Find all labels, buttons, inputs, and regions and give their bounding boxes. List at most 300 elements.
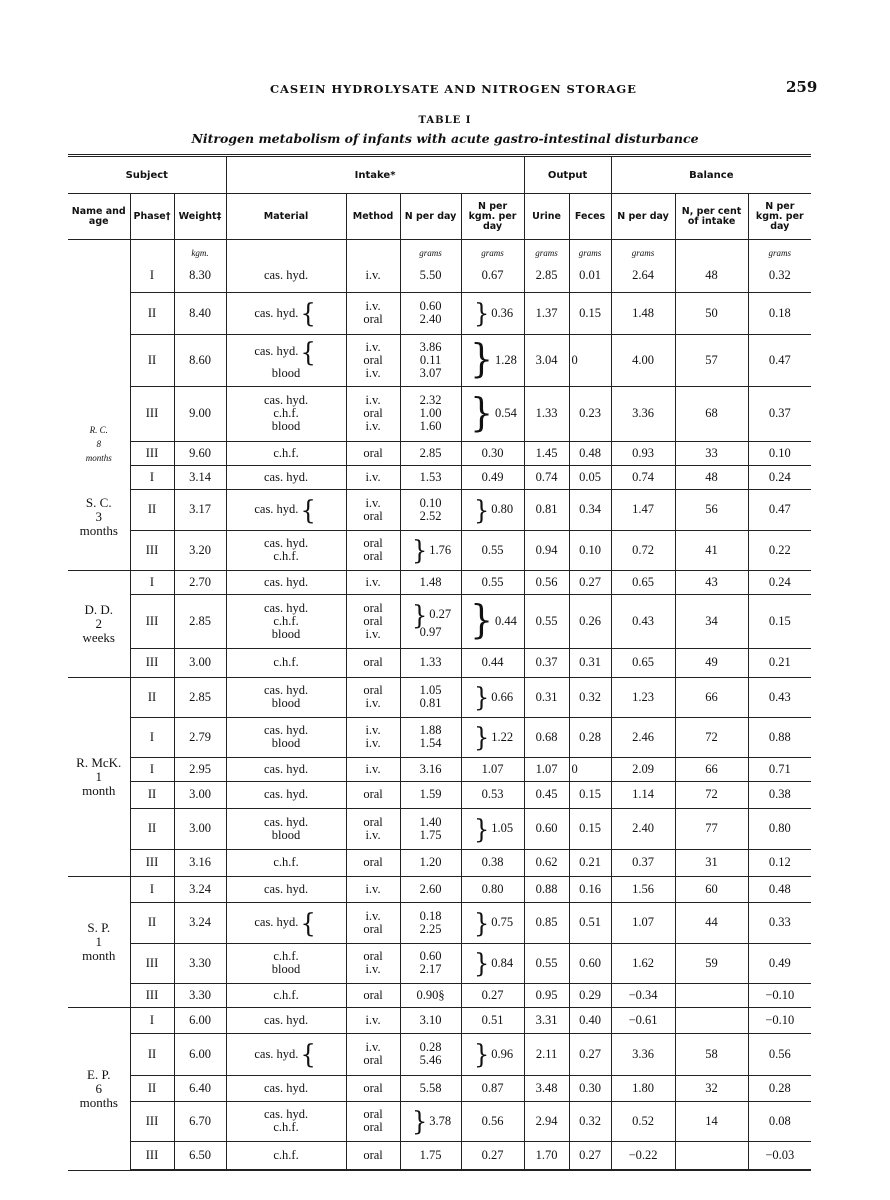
balance-n-per-kgm-cell: 0.37 — [748, 386, 811, 441]
urine-cell: 0.45 — [524, 781, 569, 808]
material — [254, 916, 298, 929]
n-per-day-wrap — [420, 1082, 442, 1095]
n-per-day-cell — [400, 489, 461, 530]
group-balance: Balance — [611, 156, 811, 194]
n-per-kgm-wrap — [472, 721, 514, 753]
subject-name: S. C. — [85, 495, 112, 511]
n-per-kgm-wrap — [468, 336, 517, 382]
n-per-day — [420, 816, 442, 842]
n-per-kgm-value: 0.84 — [491, 955, 514, 970]
n-per-day — [420, 684, 442, 710]
n-per-day — [420, 497, 442, 523]
balance-n-per-day-cell: −0.34 — [611, 983, 675, 1007]
material — [264, 269, 308, 282]
balance-n-per-kgm-cell: −0.03 — [748, 1141, 811, 1170]
material-line: cas. hyd. — [263, 787, 309, 801]
method-line: oral — [363, 312, 383, 326]
material-line: c.h.f. — [273, 987, 299, 1002]
n-percent-intake-cell: 77 — [675, 808, 748, 849]
col-feces: Feces — [569, 194, 611, 240]
material-cell — [226, 648, 346, 677]
n-per-kgm-cell — [461, 983, 524, 1007]
material — [254, 336, 317, 380]
method-cell — [346, 465, 400, 489]
material-line: c.h.f. — [273, 855, 299, 869]
material-wrap — [273, 1149, 298, 1162]
brace-icon: } — [473, 907, 490, 938]
balance-n-per-kgm-cell: −0.10 — [748, 1007, 811, 1033]
method-cell — [346, 334, 400, 386]
weight-cell: 2.79 — [174, 717, 226, 757]
urine-cell: 0.55 — [524, 594, 569, 648]
method — [363, 950, 382, 976]
n-per-kgm-wrap — [472, 494, 514, 525]
n-per-day — [420, 883, 442, 896]
material — [264, 1108, 308, 1134]
weight-cell: 2.70 — [174, 570, 226, 594]
n-per-day-line: 0.11 — [419, 352, 442, 367]
balance-n-per-day-cell: 2.40 — [611, 808, 675, 849]
feces-cell: 0.15 — [569, 292, 611, 334]
n-percent-intake-cell: 34 — [675, 594, 748, 648]
phase-cell: II — [130, 1075, 174, 1101]
material-wrap — [264, 537, 308, 563]
n-per-day-wrap — [420, 300, 442, 326]
material-line: cas. hyd. — [263, 723, 309, 737]
n-percent-intake-cell: 58 — [675, 1033, 748, 1075]
n-per-day-line: 1.60 — [419, 419, 442, 433]
n-per-day — [420, 1149, 442, 1162]
phase-cell: III — [130, 386, 174, 441]
weight-cell: 3.00 — [174, 648, 226, 677]
n-per-kgm-cell — [461, 570, 524, 594]
subject-unit: month — [82, 947, 116, 963]
method — [363, 537, 382, 563]
n-per-day — [420, 341, 442, 380]
material-line: c.h.f. — [273, 445, 299, 460]
material — [264, 1014, 308, 1027]
subject-unit: months — [79, 1094, 118, 1110]
balance-n-per-day-cell: 2.46 — [611, 717, 675, 757]
n-per-kgm-cell — [461, 757, 524, 781]
n-per-day-cell — [400, 530, 461, 570]
method-line: i.v. — [365, 365, 381, 380]
weight-cell: 9.60 — [174, 441, 226, 465]
n-per-kgm-value: 0.56 — [481, 1113, 504, 1128]
feces-cell: 0.34 — [569, 489, 611, 530]
weight-cell: 8.60 — [174, 334, 226, 386]
subject-num: 8 — [96, 439, 101, 449]
unit-bal-n-per-day: grams — [611, 240, 675, 261]
n-per-kgm-value: 0.54 — [495, 406, 517, 420]
n-percent-intake-cell: 32 — [675, 1075, 748, 1101]
brace-icon: } — [473, 813, 490, 844]
urine-cell: 1.33 — [524, 386, 569, 441]
balance-n-per-kgm-cell: 0.47 — [748, 334, 811, 386]
material-line: cas. hyd. — [254, 305, 299, 320]
urine-cell: 0.94 — [524, 530, 569, 570]
balance-n-per-kgm-cell: 0.12 — [748, 849, 811, 876]
weight-cell: 6.40 — [174, 1075, 226, 1101]
n-per-day — [420, 950, 442, 976]
subject-unit: months — [79, 523, 118, 539]
phase-cell: II — [130, 808, 174, 849]
material-cell — [226, 757, 346, 781]
method-cell — [346, 677, 400, 717]
material-line: cas. hyd. — [263, 536, 309, 550]
method — [365, 763, 380, 776]
subject-name: D. D. — [84, 601, 114, 617]
balance-n-per-day-cell: 2.09 — [611, 757, 675, 781]
n-per-kgm-value: 0.51 — [481, 1012, 504, 1027]
material-wrap — [264, 1108, 308, 1134]
n-per-kgm-wrap — [482, 1014, 504, 1027]
weight-cell: 3.20 — [174, 530, 226, 570]
n-percent-intake-cell: 41 — [675, 530, 748, 570]
n-percent-intake-cell — [675, 1141, 748, 1170]
brace-icon: } — [473, 681, 490, 713]
n-per-day-line: 0.90§ — [416, 987, 445, 1002]
method-cell — [346, 1101, 400, 1141]
method-line: oral — [363, 1147, 383, 1162]
table-row — [68, 648, 811, 677]
n-per-day-cell — [400, 757, 461, 781]
material-cell — [226, 902, 346, 943]
feces-cell: 0.21 — [569, 849, 611, 876]
method — [365, 724, 380, 750]
feces-cell: 0.29 — [569, 983, 611, 1007]
material-wrap — [273, 447, 298, 460]
n-per-day — [420, 856, 442, 869]
balance-n-per-kgm-cell: 0.48 — [748, 876, 811, 902]
n-per-day-wrap — [420, 788, 442, 801]
group-intake: Intake* — [226, 156, 524, 194]
subject-unit: weeks — [82, 629, 115, 645]
n-per-day-wrap — [420, 856, 442, 869]
material — [273, 856, 298, 869]
n-per-day-wrap — [420, 394, 442, 433]
n-per-kgm-wrap — [482, 1115, 504, 1128]
method — [363, 394, 382, 433]
col-n-pct-intake: N, per cent of intake — [675, 194, 748, 240]
n-per-day-wrap — [420, 816, 442, 842]
feces-cell: 0.23 — [569, 386, 611, 441]
n-per-kgm-cell — [461, 677, 524, 717]
n-per-day-wrap — [420, 763, 442, 776]
material — [264, 883, 308, 896]
phase-cell: II — [130, 781, 174, 808]
method-line: oral — [363, 445, 383, 460]
table-row — [68, 717, 811, 757]
method-line: i.v. — [365, 696, 381, 710]
n-per-kgm-value: 0.55 — [481, 574, 504, 589]
n-per-kgm-value: 0.87 — [481, 1080, 504, 1095]
n-per-kgm-cell — [461, 1007, 524, 1033]
balance-n-per-kgm-cell: 0.15 — [748, 594, 811, 648]
subject-num: 3 — [95, 509, 102, 525]
n-per-kgm-wrap — [468, 390, 517, 436]
material — [273, 656, 298, 669]
n-per-kgm-value: 0.38 — [481, 855, 504, 869]
table-row — [68, 808, 811, 849]
method — [365, 883, 380, 896]
n-per-kgm-wrap — [482, 788, 504, 801]
table-row — [68, 594, 811, 648]
material-line: blood — [271, 365, 301, 380]
n-per-day-cell — [400, 260, 461, 292]
n-per-day-wrap — [410, 599, 452, 639]
phase-cell: III — [130, 983, 174, 1007]
n-per-day — [420, 300, 442, 326]
subject-name: E. P. — [87, 1066, 111, 1082]
method-cell — [346, 757, 400, 781]
balance-n-per-day-cell: 1.23 — [611, 677, 675, 717]
method — [363, 989, 382, 1002]
phase-cell: III — [130, 441, 174, 465]
brace-icon: } — [470, 390, 494, 436]
n-per-kgm-value: 0.96 — [491, 1046, 514, 1061]
method-cell — [346, 849, 400, 876]
feces-cell: 0.16 — [569, 876, 611, 902]
method-line: i.v. — [365, 827, 381, 842]
method-cell — [346, 570, 400, 594]
n-per-day — [429, 1115, 451, 1128]
balance-n-per-day-cell: 1.62 — [611, 943, 675, 983]
n-per-day-cell — [400, 1075, 461, 1101]
material — [264, 724, 308, 750]
material-wrap — [264, 724, 308, 750]
method — [363, 1041, 382, 1067]
urine-cell: 3.31 — [524, 1007, 569, 1033]
n-per-day-line: 1.48 — [419, 574, 442, 589]
n-per-kgm-wrap — [482, 269, 504, 282]
unit-n-per-day: grams — [400, 240, 461, 261]
material-line: cas. hyd. — [254, 915, 299, 929]
material-cell — [226, 441, 346, 465]
material-cell — [226, 1007, 346, 1033]
n-percent-intake-cell: 33 — [675, 441, 748, 465]
material-line: c.h.f. — [273, 549, 299, 563]
method-line: oral — [363, 600, 383, 615]
group-output: Output — [524, 156, 611, 194]
n-per-day — [410, 599, 452, 639]
n-per-kgm-value: 0.44 — [481, 655, 504, 669]
material-line: cas. hyd. — [263, 761, 309, 776]
material-wrap — [264, 471, 308, 484]
n-percent-intake-cell: 48 — [675, 260, 748, 292]
method-line: oral — [363, 352, 383, 367]
material — [264, 602, 308, 641]
table-row — [68, 465, 811, 489]
method-line: i.v. — [365, 761, 381, 776]
n-per-day-wrap — [420, 341, 442, 380]
material — [273, 1149, 298, 1162]
table-row — [68, 292, 811, 334]
n-per-day-line: 3.10 — [419, 1012, 442, 1027]
material-line: blood — [271, 962, 301, 976]
n-per-day-cell — [400, 677, 461, 717]
page-number: 259 — [786, 78, 818, 96]
method-cell — [346, 441, 400, 465]
weight-cell: 3.30 — [174, 943, 226, 983]
balance-n-per-day-cell: 0.43 — [611, 594, 675, 648]
method-line: i.v. — [365, 574, 381, 589]
balance-n-per-kgm-cell: 0.71 — [748, 757, 811, 781]
subject-unit: month — [82, 782, 116, 798]
table-row — [68, 530, 811, 570]
method-cell — [346, 648, 400, 677]
material-cell — [226, 1141, 346, 1170]
n-per-kgm-value: 0.53 — [481, 787, 504, 801]
balance-n-per-kgm-cell: −0.10 — [748, 983, 811, 1007]
feces-cell: 0.40 — [569, 1007, 611, 1033]
method-line: oral — [363, 1120, 383, 1134]
n-per-kgm-value: 0.49 — [481, 469, 504, 484]
units-row — [68, 240, 811, 261]
material-cell — [226, 781, 346, 808]
balance-n-per-kgm-cell: 0.88 — [748, 717, 811, 757]
urine-cell: 3.04 — [524, 334, 569, 386]
subject-num: 2 — [95, 615, 102, 631]
balance-n-per-day-cell: 4.00 — [611, 334, 675, 386]
n-per-kgm-cell — [461, 1033, 524, 1075]
balance-n-per-kgm-cell: 0.32 — [748, 260, 811, 292]
material-line: cas. hyd. — [263, 1080, 309, 1095]
unit-weight: kgm. — [174, 240, 226, 261]
weight-cell: 2.85 — [174, 677, 226, 717]
material-line: cas. hyd. — [263, 1012, 309, 1027]
feces-cell: 0.51 — [569, 902, 611, 943]
method — [363, 856, 382, 869]
urine-cell: 0.85 — [524, 902, 569, 943]
material-line: cas. hyd. — [263, 814, 309, 829]
material-cell — [226, 717, 346, 757]
balance-n-per-day-cell: −0.22 — [611, 1141, 675, 1170]
n-per-kgm-wrap — [472, 1038, 514, 1070]
n-per-kgm-cell — [461, 386, 524, 441]
table-row — [68, 943, 811, 983]
urine-cell: 0.55 — [524, 943, 569, 983]
balance-n-per-day-cell: 1.80 — [611, 1075, 675, 1101]
brace-icon: } — [473, 947, 490, 979]
n-per-day-wrap — [420, 656, 442, 669]
n-per-kgm-value: 1.05 — [491, 821, 514, 835]
n-per-day-cell — [400, 983, 461, 1007]
balance-n-per-day-cell: 1.14 — [611, 781, 675, 808]
n-percent-intake-cell: 56 — [675, 489, 748, 530]
brace-icon: { — [300, 1038, 316, 1070]
n-per-day-line: 1.75 — [419, 827, 442, 842]
unit-empty — [130, 240, 174, 261]
n-per-kgm-cell — [461, 943, 524, 983]
n-per-day — [420, 763, 442, 776]
n-per-day-cell — [400, 943, 461, 983]
n-per-kgm-value: 0.67 — [481, 268, 504, 283]
n-per-day-wrap — [420, 576, 442, 589]
urine-cell: 1.45 — [524, 441, 569, 465]
material-wrap — [264, 816, 308, 842]
n-per-day-cell — [400, 465, 461, 489]
material-cell — [226, 808, 346, 849]
method-line: i.v. — [365, 393, 381, 407]
table-row — [68, 1101, 811, 1141]
n-per-kgm-cell — [461, 876, 524, 902]
n-per-kgm-wrap — [472, 813, 514, 844]
urine-cell: 0.31 — [524, 677, 569, 717]
balance-n-per-day-cell: 0.93 — [611, 441, 675, 465]
brace-icon: { — [300, 336, 316, 367]
n-per-kgm-wrap — [482, 447, 504, 460]
method — [365, 1014, 380, 1027]
material-wrap — [254, 907, 317, 938]
material-cell — [226, 1101, 346, 1141]
method-line: i.v. — [365, 469, 381, 484]
subject-cell — [68, 677, 130, 876]
balance-n-per-kgm-cell: 0.80 — [748, 808, 811, 849]
n-per-kgm-value: 0.66 — [491, 689, 514, 704]
material-cell — [226, 876, 346, 902]
method-line: oral — [363, 536, 383, 550]
n-per-kgm-wrap — [482, 576, 504, 589]
weight-cell: 3.00 — [174, 808, 226, 849]
weight-cell: 3.24 — [174, 902, 226, 943]
urine-cell: 1.07 — [524, 757, 569, 781]
n-per-day-line: 1.33 — [419, 655, 442, 669]
n-per-kgm-cell — [461, 717, 524, 757]
method-cell — [346, 717, 400, 757]
n-per-day — [420, 447, 442, 460]
material — [264, 788, 308, 801]
n-per-kgm-wrap — [482, 763, 504, 776]
n-per-day-line: 1.40 — [419, 814, 442, 829]
n-percent-intake-cell: 68 — [675, 386, 748, 441]
n-per-day-wrap — [420, 1014, 442, 1027]
n-per-day-line: 0.18 — [419, 908, 442, 923]
material-wrap — [264, 1082, 308, 1095]
material — [264, 471, 308, 484]
n-per-day-wrap — [420, 910, 442, 936]
material-line: blood — [271, 827, 301, 842]
n-per-kgm-wrap — [482, 883, 504, 896]
n-per-kgm-cell — [461, 441, 524, 465]
subject-cell — [68, 570, 130, 677]
n-per-day-line: 1.20 — [419, 855, 442, 869]
phase-cell: III — [130, 648, 174, 677]
method-line: i.v. — [365, 339, 381, 354]
material-cell — [226, 594, 346, 648]
method — [363, 497, 382, 523]
method-line: i.v. — [365, 908, 381, 923]
n-per-kgm-cell — [461, 465, 524, 489]
method-line: oral — [363, 1080, 383, 1095]
phase-cell: II — [130, 334, 174, 386]
table-row — [68, 902, 811, 943]
weight-cell: 3.17 — [174, 489, 226, 530]
urine-cell: 0.37 — [524, 648, 569, 677]
n-per-kgm-wrap — [472, 681, 514, 713]
n-per-day-line: 2.40 — [419, 312, 442, 326]
running-title: CASEIN HYDROLYSATE AND NITROGEN STORAGE — [270, 82, 637, 96]
weight-cell: 9.00 — [174, 386, 226, 441]
brace-icon: } — [470, 336, 494, 382]
method — [365, 471, 380, 484]
subject-cell — [68, 465, 130, 570]
unit-empty — [226, 240, 346, 261]
weight-cell: 6.50 — [174, 1141, 226, 1170]
feces-cell: 0.05 — [569, 465, 611, 489]
n-per-day-line: 0.60 — [419, 299, 442, 313]
n-percent-intake-cell: 66 — [675, 757, 748, 781]
